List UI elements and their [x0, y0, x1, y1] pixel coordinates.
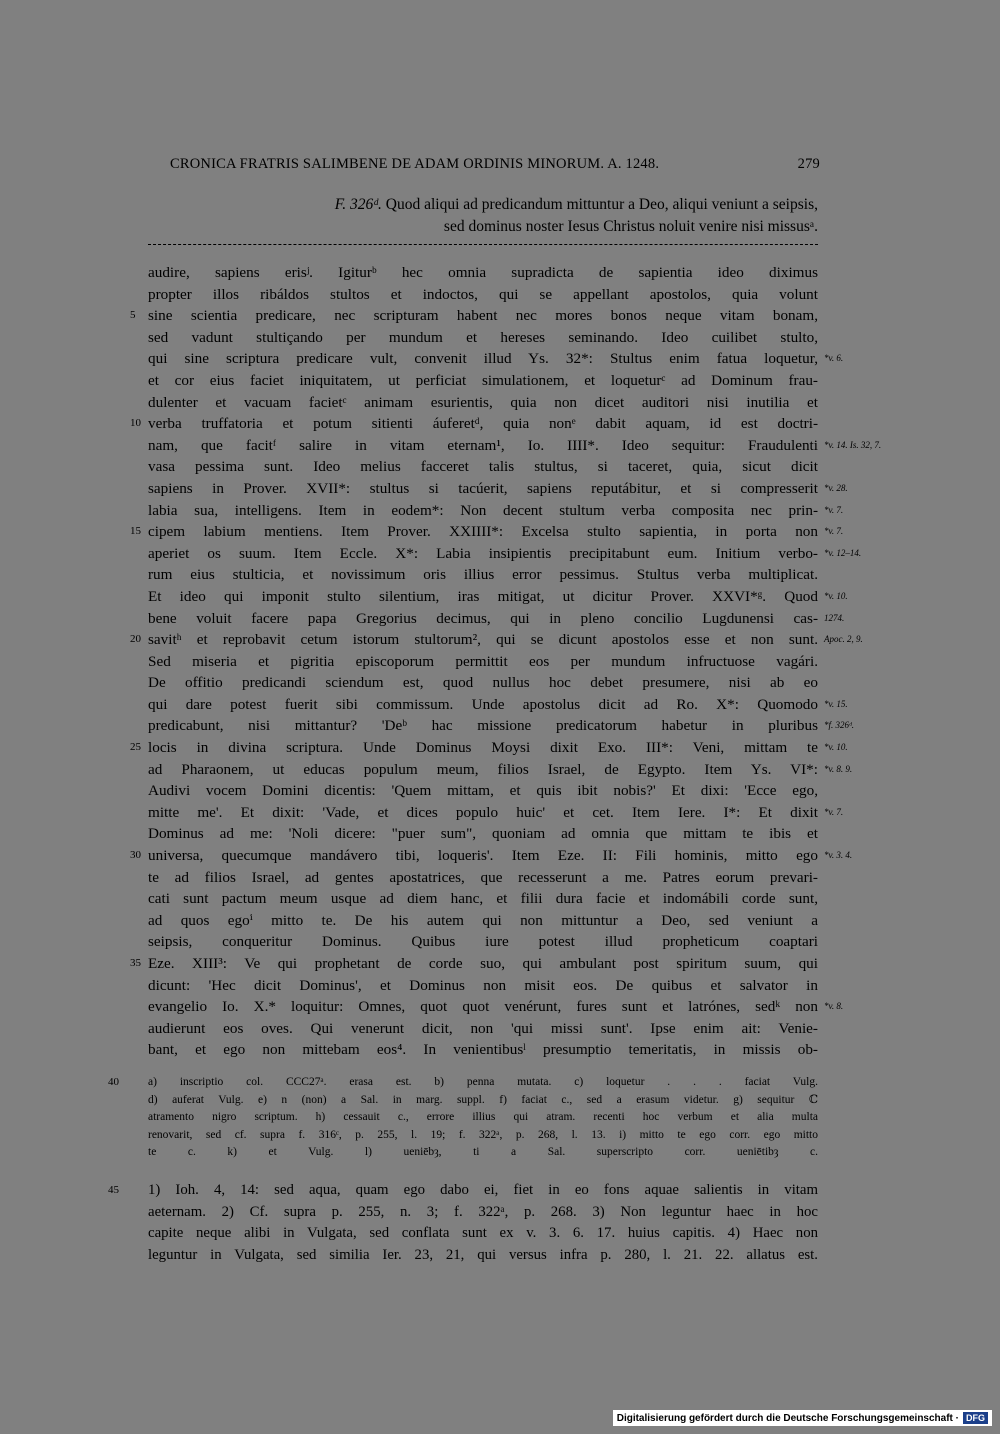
critical-apparatus: [108, 1074, 818, 1162]
footnote-line: leguntur in Vulgata, sed similia Ier. 23, 21, qui versus infra p. 280, l. 21. 22. allatus est.: [148, 1246, 818, 1263]
margin-note: *v. 10.: [824, 590, 848, 601]
text-line: [148, 392, 818, 414]
footnote-line: aeternam. 2) Cf. supra p. 255, n. 3; f. 322ᵃ, p. 268. 3) Non leguntur haec in hoc: [148, 1203, 818, 1220]
text-line: [148, 543, 862, 565]
margin-note: *f. 326ᵈ.: [824, 720, 855, 731]
line-text: nam, que facitᶠ salire in vitam eternam¹, Io. IIII*. Ideo sequitur: Fraudulenti: [148, 436, 818, 454]
page-number: 279: [797, 156, 820, 172]
text-line: [148, 564, 818, 586]
line-text: bene voluit facere papa Gregorius decimus, qui in pleno concilio Lugdunensi cas-: [148, 609, 818, 627]
line-text: et cor eius faciet iniquitatem, ut perficiat simulationem, et loqueturᶜ ad Dominum frau-: [148, 371, 818, 389]
funding-footer: [613, 1410, 992, 1426]
line-number: 20: [130, 633, 141, 646]
text-line: [148, 823, 818, 845]
line-number: 30: [130, 849, 141, 862]
line-text: seipsis, conqueritur Dominus. Quibus iure potest illud propheticum coaptari: [148, 933, 818, 951]
text-line: [148, 651, 818, 673]
margin-note: *v. 8. 9.: [824, 763, 853, 774]
line-text: locis in divina scriptura. Unde Dominus Moysi dixit Exo. III*: Veni, mittam te: [148, 739, 818, 757]
running-title: CRONICA FRATRIS SALIMBENE DE ADAM ORDINIS MINORUM. A. 1248.: [170, 156, 660, 172]
margin-note: *v. 15.: [824, 698, 848, 709]
line-number: 15: [130, 525, 141, 538]
text-line: [148, 1018, 818, 1040]
line-text: Et ideo qui imponit stulto silentium, iras mitigat, ut dicitur Prover. XXVI*ᵍ. Quod: [148, 587, 818, 605]
text-line: [148, 715, 855, 737]
line-text: dicunt: 'Hec dicit Dominus', et Dominus non misit eos. De quibus et salvator in: [148, 976, 818, 994]
text-line: [148, 478, 848, 500]
text-line: [130, 413, 818, 435]
text-line: [148, 456, 818, 478]
text-line: [148, 759, 853, 781]
line-text: bant, et ego non mittebam eos⁴. In venientibusˡ presumptio temeritatis, in missis ob-: [148, 1041, 818, 1059]
chapter-title: [148, 194, 818, 238]
margin-note: *v. 14. Is. 32, 7.: [824, 439, 882, 450]
text-line: [130, 953, 818, 975]
margin-note: *v. 28.: [824, 482, 848, 493]
text-line: [130, 521, 844, 543]
line-text: dulenter et vacuam facietᶜ animam esurientis, quia non dicet auditori nisi inutilia et: [148, 393, 818, 411]
margin-note: *v. 3. 4.: [824, 850, 853, 861]
apparatus-line: renovarit, sed cf. supra f. 316ᶜ, p. 255, l. 19; f. 322ᵃ, p. 268, l. 13. i) mitto te ego corr. ego mitto: [148, 1128, 818, 1141]
text-line: [148, 262, 818, 284]
separator-rule: [148, 244, 818, 245]
line-text: sapiens in Prover. XVII*: stultus si tacúerit, sapiens reputábitur, et si compresserit: [148, 479, 818, 497]
margin-note: *v. 12–14.: [824, 547, 862, 558]
line-text: ad Pharaonem, ut educas populum meum, filios Israel, de Egypto. Item Ys. VI*:: [148, 760, 818, 778]
line-text: savitʰ et reprobavit cetum istorum stultorum², qui se dicunt apostolos esse et non sunt.: [148, 631, 818, 649]
text-line: [130, 629, 863, 651]
text-line: [130, 845, 853, 867]
text-line: [148, 348, 844, 370]
text-line: [148, 1039, 818, 1061]
title-line-2: sed dominus noster Iesus Christus noluit venire nisi missusᵃ.: [443, 218, 818, 235]
text-line: [148, 888, 818, 910]
text-line: [130, 737, 848, 759]
line-text: evangelio Io. X.* loquitur: Omnes, quot quot venérunt, fures sunt et latrónes, sedᵏ non: [148, 998, 818, 1016]
line-text: rum eius stulticia, et novissimum oris illius error pessimus. Stultus verba multiplicat.: [148, 566, 818, 584]
line-text: qui dare potest fuerit sibi commissum. Unde apostolus dicit ad Ro. X*: Quomodo: [148, 695, 818, 713]
text-line: [148, 608, 845, 630]
line-text: audire, sapiens erisʲ. Igiturᵇ hec omnia supradicta de sapientia ideo diximus: [148, 264, 818, 281]
text-line: [148, 910, 818, 932]
line-text: audierunt eos oves. Qui venerunt dicit, non 'qui missi sunt'. Ipse enim ait: Venie-: [148, 1019, 818, 1037]
margin-note: *v. 7.: [824, 504, 844, 515]
text-line: [148, 780, 818, 802]
margin-note: *v. 8.: [824, 1001, 844, 1012]
line-text: Dominus ad me: 'Noli dicere: "puer sum", quoniam ad omnia que mittam te ibis et: [148, 825, 818, 843]
notes-line-number: 45: [108, 1184, 119, 1196]
main-text-body: [130, 262, 882, 1061]
line-text: Audivi vocem Domini dicentis: 'Quem mittam, et quis ibit nobis?' Et dixi: 'Ecce ego,: [148, 782, 818, 800]
margin-note: *v. 7.: [824, 526, 844, 537]
line-text: sine scientia predicare, nec scripturam habent nec mores bonos neque vitam bonam,: [148, 307, 818, 325]
line-text: mitte me'. Et dixit: 'Vade, et dices populo huic' et cet. Item Iere. I*: Et dixit: [148, 803, 818, 821]
line-text: aperiet os suum. Item Eccle. X*: Labia insipientis precipitabunt eum. Initium verbo-: [148, 544, 818, 562]
text-line: [148, 370, 818, 392]
line-number: 5: [130, 309, 136, 322]
apparatus-line: a) inscriptio col. CCC27ᵃ. erasa est. b) penna mutata. c) loquetur . . . faciat Vulg.: [148, 1076, 818, 1088]
apparatus-line-number: 40: [108, 1076, 119, 1088]
text-line: [148, 975, 818, 997]
line-text: cipem labium mentiens. Item Prover. XXIIII*: Excelsa stulto sapientia, in porta non: [148, 523, 818, 541]
line-text: predicabunt, nisi mittantur? 'Deᵇ hac missione predicatorum habetur in pluribus: [148, 717, 818, 735]
apparatus-line: te c. k) et Vulg. l) ueniēbȝ, ti a Sal. superscripto corr. ueniētibȝ c.: [148, 1146, 818, 1158]
line-number: 35: [130, 957, 141, 969]
line-text: propter illos ribáldos stultos et indoctos, qui se appellant apostolos, quia volunt: [148, 285, 818, 303]
line-text: qui sine scriptura predicare vult, convenit illud Ys. 32*: Stultus enim fatua loquetur,: [148, 350, 818, 368]
margin-note: 1274.: [824, 612, 845, 623]
text-line: [130, 305, 818, 327]
margin-note: *v. 7.: [824, 806, 844, 817]
text-line: [148, 694, 848, 716]
text-line: [148, 931, 818, 953]
dfg-logo: DFG: [963, 1412, 988, 1424]
margin-note: Apoc. 2, 9.: [824, 634, 863, 645]
text-line: [148, 435, 882, 457]
text-line: [148, 672, 818, 694]
line-text: universa, quecumque mandávero tibi, loqueris'. Item Eze. II: Fili hominis, mitto ego: [148, 847, 818, 865]
line-text: Eze. XIII³: Ve qui prophetant de corde suo, qui ambulant post spiritum suum, qui: [148, 955, 818, 972]
text-line: [148, 867, 818, 889]
footnotes: [108, 1180, 818, 1266]
text-line: [148, 284, 818, 306]
line-number: 10: [130, 417, 141, 430]
title-line-1: Quod aliqui ad predicandum mittuntur a Deo, aliqui veniunt a seipsis,: [385, 196, 818, 213]
apparatus-line: d) auferat Vulg. e) n (non) a Sal. in marg. suppl. f) faciat c., sed a erasum videtur. g) sequitur ℂ: [148, 1093, 818, 1106]
line-number: 25: [130, 741, 141, 754]
footnote-line: 1) Ioh. 4, 14: sed aqua, quam ego dabo ei, fiet in eo fons aquae salientis in vitam: [148, 1182, 818, 1198]
line-text: labia sua, intelligens. Item in eodem*: Non decent stultum verba composita nec prin-: [148, 501, 818, 519]
margin-note: *v. 6.: [824, 353, 844, 364]
line-text: sed vadunt stultiçando per mundum et hereses seminando. Ideo cuilibet stulto,: [148, 328, 818, 346]
folio-ref: F. 326ᵈ.: [334, 196, 382, 213]
line-text: Sed miseria et pigritia episcoporum permittit eos per mundum infructuose vagári.: [148, 652, 818, 670]
funding-text: Digitalisierung gefördert durch die Deutsche Forschungsgemeinschaft ·: [616, 1412, 959, 1424]
text-line: [148, 802, 844, 824]
apparatus-line: atramento nigro scriptum. h) cessauit c., errore illius qui atram. recenti hoc verbum et alia multa: [148, 1111, 818, 1123]
footnote-line: capite neque alibi in Vulgata, sed conflata sunt ex v. 3. 6. 17. huius capitis. 4) Haec non: [148, 1225, 818, 1241]
line-text: verba truffatoria et potum sitienti áuferetᵈ, quia nonᵉ dabit aquam, id est doctri-: [148, 415, 818, 433]
running-header: [170, 156, 820, 173]
text-line: [148, 586, 848, 608]
text-line: [148, 500, 844, 522]
line-text: De offitio predicandi sciendum est, quod nullus hoc debet presumere, nisi ab eo: [148, 674, 818, 692]
line-text: ad quos egoⁱ mitto te. De his autem qui non mittuntur a Deo, sed veniunt a: [148, 911, 818, 929]
text-line: [148, 327, 818, 349]
text-line: [148, 996, 844, 1018]
line-text: cati sunt pactum meum usque ad diem hanc, et filii dura facie et indomábili corde sunt,: [148, 890, 818, 908]
line-text: vasa pessima sunt. Ideo melius facceret talis stultus, si taceret, quia, sicut dicit: [148, 458, 818, 476]
line-text: te ad filios Israel, ad gentes apostatrices, que recesserunt a me. Patres eorum prevari-: [148, 868, 818, 886]
margin-note: *v. 10.: [824, 742, 848, 753]
